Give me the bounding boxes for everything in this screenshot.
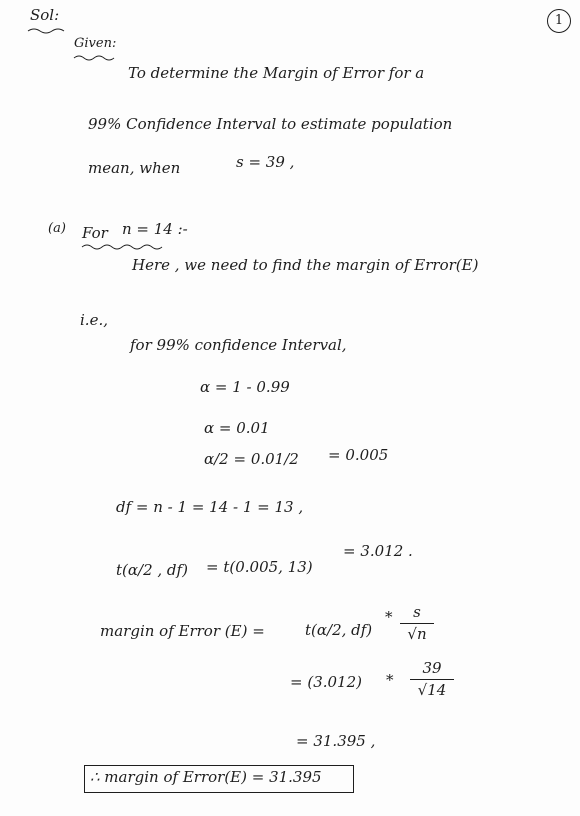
- given-line-1: To determine the Margin of Error for a: [128, 64, 425, 82]
- moe-formula-star: *: [385, 608, 393, 626]
- part-a-line-1: Here , we need to find the margin of Error(E): [132, 256, 479, 274]
- moe-fraction-numerator: s: [413, 603, 421, 621]
- ie-label: i.e.,: [80, 311, 108, 329]
- moe-formula-lhs: margin of Error (E) =: [100, 622, 265, 640]
- label-underline: [26, 26, 66, 34]
- substitution-fraction: [410, 660, 454, 698]
- substitution-lhs: = (3.012): [290, 673, 362, 691]
- moe-fraction-denominator: √n: [407, 624, 427, 643]
- part-a-heading-n: n = 14 :-: [122, 220, 188, 238]
- substitution-denominator: √14: [417, 680, 447, 699]
- final-answer: ∴ margin of Error(E) = 31.395: [90, 768, 322, 786]
- substitution-fraction-bar: [410, 679, 454, 680]
- part-a-label: (a): [48, 221, 66, 236]
- moe-formula-t: t(α/2, df): [305, 621, 373, 639]
- alpha-step-1: α = 1 - 0.99: [200, 378, 290, 396]
- given-line-3a: mean, when: [88, 159, 181, 177]
- page-number: 1: [547, 9, 571, 33]
- given-underline: [72, 53, 116, 61]
- moe-formula-fraction: [400, 604, 434, 642]
- result-line: = 31.395 ,: [296, 732, 376, 750]
- moe-fraction-bar: [400, 623, 434, 624]
- substitution-star: *: [386, 671, 394, 689]
- given-line-3b: s = 39 ,: [236, 153, 295, 171]
- substitution-numerator: 39: [422, 659, 442, 677]
- part-a-line-2: for 99% confidence Interval,: [130, 336, 347, 354]
- given-line-2: 99% Confidence Interval to estimate population: [88, 115, 453, 133]
- part-a-heading-for: For: [82, 224, 108, 242]
- alpha-step-2: α = 0.01: [204, 419, 270, 437]
- t-critical-mid: = t(0.005, 13): [206, 558, 313, 576]
- given-heading: Given:: [74, 36, 117, 51]
- df-step: df = n - 1 = 14 - 1 = 13 ,: [116, 498, 304, 516]
- t-critical-value: = 3.012 .: [343, 542, 413, 560]
- solution-label: Sol:: [30, 6, 60, 24]
- part-a-underline: [80, 242, 170, 250]
- alpha-step-3-result: = 0.005: [328, 446, 389, 464]
- t-critical-lhs: t(α/2 , df): [116, 561, 188, 579]
- alpha-step-3: α/2 = 0.01/2: [204, 450, 299, 468]
